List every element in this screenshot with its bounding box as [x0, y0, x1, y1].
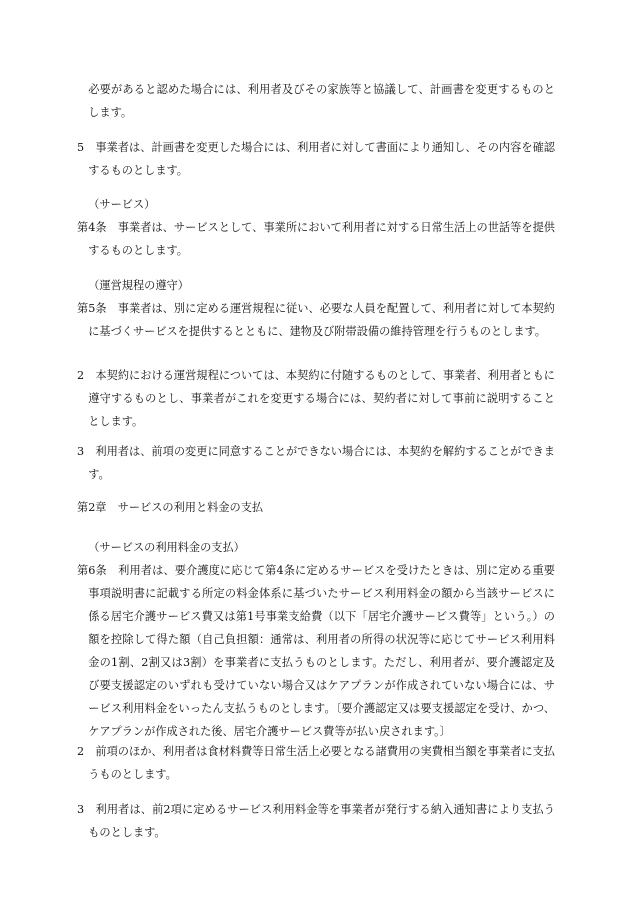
heading-service — [77, 193, 555, 216]
paragraph-text: 2 前項のほか、利用者は食材料費等日常生活上必要となる諸費用の実費相当額を事業者に支払うものとします。 — [77, 745, 555, 781]
article-6-item-2 — [77, 740, 555, 786]
paragraph-text: 必要があると認めた場合には、利用者及びその家族等と協議して、計画書を変更するものとします。 — [88, 83, 555, 119]
heading-fee-payment — [77, 536, 555, 559]
section-heading: （運営規程の遵守） — [88, 279, 189, 292]
paragraph-continued — [77, 78, 555, 124]
paragraph-text: 2 本契約における運営規程については、本契約に付随するものとして、事業者、利用者ともに遵守するものとし、事業者がこれを変更する場合には、契約者に対して事前に説明することとします。 — [77, 369, 555, 428]
article-4 — [77, 216, 555, 262]
chapter-heading: 第2章 サービスの利用と料金の支払 — [77, 501, 264, 514]
section-heading: （サービス） — [88, 198, 156, 211]
paragraph-text: 3 利用者は、前2項に定めるサービス利用料金等を事業者が発行する納入通知書により支払うものとします。 — [77, 803, 555, 839]
article-5-item-3 — [77, 440, 555, 486]
paragraph-text: 3 利用者は、前項の変更に同意することができない場合には、本契約を解約することができます。 — [77, 445, 555, 481]
section-heading: （サービスの利用料金の支払） — [88, 541, 245, 554]
article-text: 第4条 事業者は、サービスとして、事業所において利用者に対する日常生活上の世話等を提供するものとします。 — [77, 221, 555, 257]
article-text: 第6条 利用者は、要介護度に応じて第4条に定めるサービスを受けたときは、別に定める重要事項説明書に記載する所定の料金体系に基づいたサービス利用料金の額から当該サービスに係る居宅介護サービス費又は第1号事業支給費（以下「居宅介護サービス費等」という。）の額を控除して得た額（自己負担額：通常は、利用者の所得の状況等に応じてサービス利用料金の1割、2割又は3割）を事業者に支払うものとします。ただし、利用者が、要介護認定及び要支援認定のいずれも受けていない場合又はケアプランが作成されていない場合には、サービス利用料金をいったん支払うものとします。〔要介護認定又は要支援認定を受け、かつ、ケアプランが作成された後、居宅介護サービス費等が払い戻されます。〕 — [77, 564, 555, 738]
chapter-2-title — [77, 496, 555, 519]
article-5-item-2 — [77, 364, 555, 433]
article-text: 第5条 事業者は、別に定める運営規程に従い、必要な人員を配置して、利用者に対して本契約に基づくサービスを提供するとともに、建物及び附帯設備の維持管理を行うものとします。 — [77, 302, 555, 338]
paragraph-item-5 — [77, 136, 555, 182]
article-5 — [77, 297, 555, 343]
article-6 — [77, 559, 555, 743]
article-6-item-3 — [77, 798, 555, 844]
paragraph-text: 5 事業者は、計画書を変更した場合には、利用者に対して書面により通知し、その内容を確認するものとします。 — [77, 141, 555, 177]
heading-operating-rules — [77, 274, 555, 297]
